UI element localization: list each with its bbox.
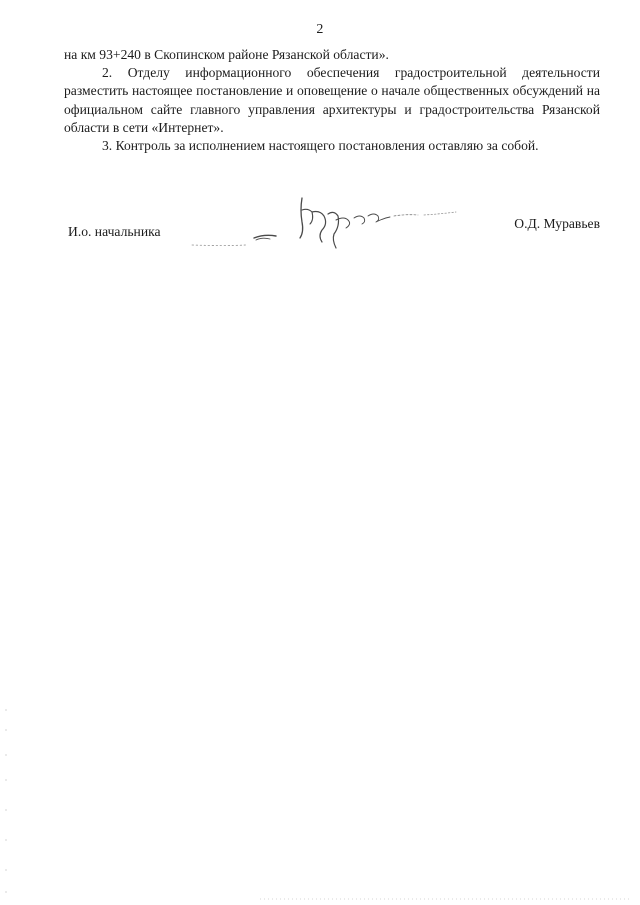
- handwritten-signature: [184, 190, 484, 270]
- scan-edge-artifact: [2, 700, 10, 900]
- paragraph-item-3: 3. Контроль за исполнением настоящего постановления оставляю за собой.: [102, 138, 539, 154]
- signatory-position: И.о. начальника: [68, 224, 161, 239]
- paragraph-continuation: на км 93+240 в Скопинском районе Рязанской области».: [64, 47, 389, 62]
- signature-block: [64, 216, 600, 276]
- scan-bottom-artifact: [260, 896, 630, 902]
- paragraph-item-2: 2. Отделу информационного обеспечения градостроительной деятельности разместить настоящее постановление и оповещение о начале общественных обсуждений на официальном сайте главного управления архитектуры и градостроительства Рязанской области в сети «Интернет».: [64, 65, 600, 135]
- signatory-name: О.Д. Муравьев: [514, 216, 600, 231]
- page-number: 2: [316, 22, 324, 37]
- document-body: [64, 46, 600, 155]
